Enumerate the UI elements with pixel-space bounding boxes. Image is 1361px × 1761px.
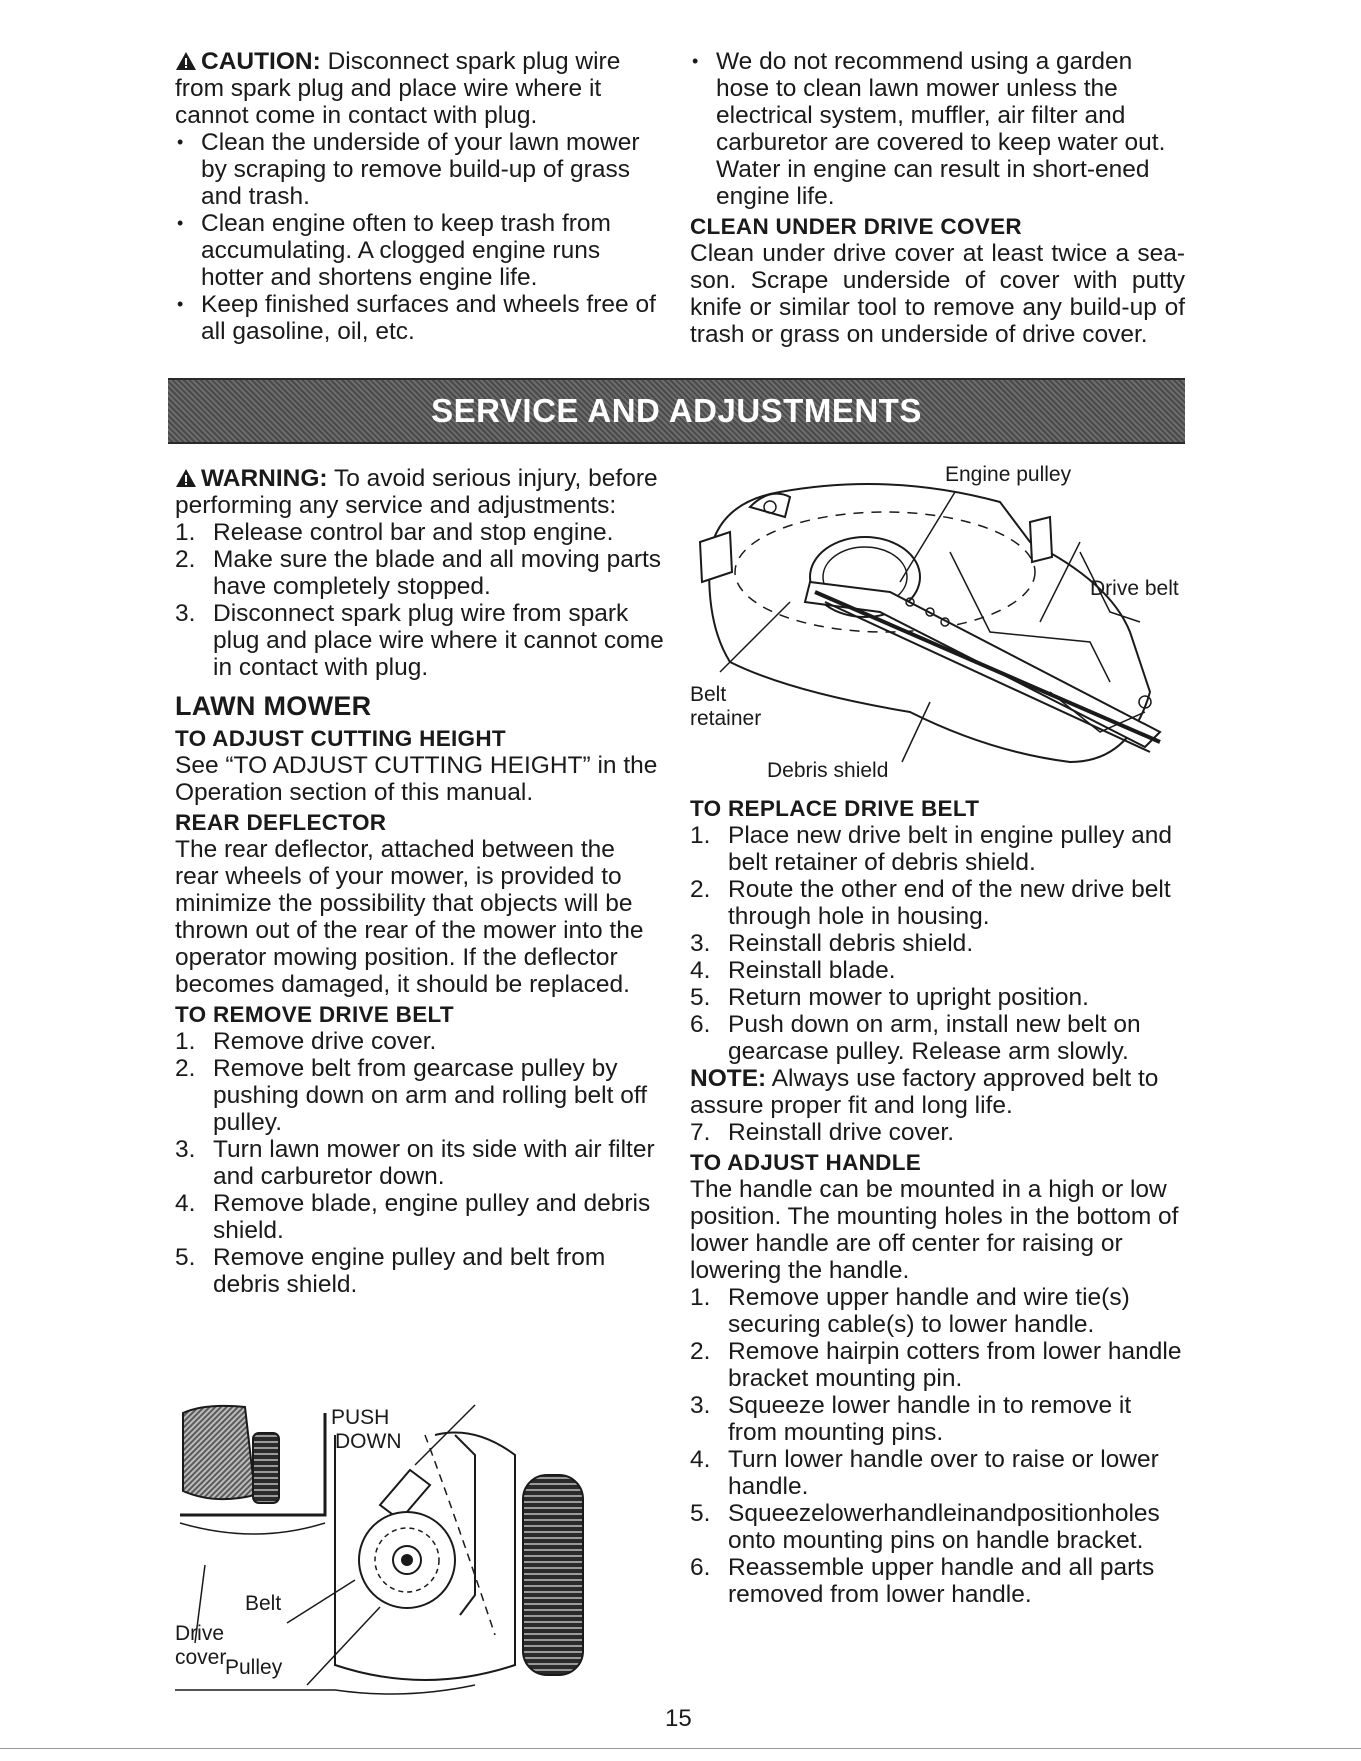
list-item (175, 546, 665, 600)
figure-label-debris-shield: Debris shield (767, 759, 889, 782)
remove-drive-belt-heading: TO REMOVE DRIVE BELT (175, 1002, 454, 1027)
list-item (175, 1055, 665, 1136)
step-number: 3. (175, 600, 196, 627)
step-number: 4. (690, 1446, 711, 1473)
section-banner (168, 378, 1185, 444)
step-number: 5. (175, 1244, 196, 1271)
step-number: 2. (690, 876, 711, 903)
bottom-rule (0, 1748, 1361, 1749)
note-label: NOTE: (690, 1065, 767, 1092)
step-text: Push down on arm, install new belt on gearcase pulley. Release arm slowly. (728, 1011, 1141, 1065)
warning-triangle-icon (175, 468, 197, 488)
step-number: 4. (175, 1190, 196, 1217)
step-text: Reinstall drive cover. (728, 1119, 955, 1146)
list-item (690, 1446, 1185, 1500)
caution-triangle-icon (175, 51, 197, 71)
figure-label-drive-belt: Drive belt (1090, 577, 1179, 600)
figure-label-pulley: Pulley (225, 1656, 283, 1679)
step-number: 1. (175, 1028, 196, 1055)
warning-paragraph (175, 465, 665, 519)
step-text: Remove engine pulley and belt from debris shield. (213, 1244, 606, 1298)
step-text: Reassemble upper handle and all parts removed from lower handle. (728, 1554, 1155, 1608)
figure-label-drive: Drive (175, 1622, 225, 1645)
list-item (690, 1284, 1185, 1338)
step-number: 7. (690, 1119, 711, 1146)
figure-label-belt-retainer-2: retainer (690, 707, 762, 730)
step-text: Turn lower handle over to raise or lower handle. (728, 1446, 1159, 1500)
replace-drive-belt-heading: TO REPLACE DRIVE BELT (690, 796, 980, 821)
step-number: 1. (690, 822, 711, 849)
debris-shield-figure (690, 462, 1190, 782)
page-number: 15 (665, 1705, 692, 1732)
list-item (690, 1011, 1185, 1065)
step-number: 1. (690, 1284, 711, 1311)
step-text: Disconnect spark plug wire from spark plug and place wire where it cannot come in contact with plug. (213, 600, 664, 681)
figure-label-belt: Belt (245, 1592, 282, 1615)
list-item: • Keep finished surfaces and wheels free of all gasoline, oil, etc. (175, 291, 663, 345)
list-item (175, 1028, 665, 1055)
left-column (175, 465, 665, 1298)
top-left-column (175, 48, 663, 345)
list-item: • We do not recommend using a garden hose to clean lawn mower unless the electrical system, muffler, air filter and carburetor are covered to keep water out. Water in engine can result in short-ened engine life. (690, 48, 1185, 210)
gearcase-pulley-illustration (175, 1395, 655, 1695)
warning-text: To avoid serious injury, before performing any service and adjustments: (175, 465, 658, 519)
step-text: Return mower to upright position. (728, 984, 1089, 1011)
step-text: Reinstall blade. (728, 957, 896, 984)
list-item: • Clean the underside of your lawn mower by scraping to remove build-up of grass and trash. (175, 129, 663, 210)
step-text: Remove drive cover. (213, 1028, 437, 1055)
adjust-handle-text: The handle can be mounted in a high or low position. The mounting holes in the bottom of lower handle are off center for raising or lowering the handle. (690, 1176, 1179, 1284)
clean-under-drive-cover-heading: CLEAN UNDER DRIVE COVER (690, 214, 1022, 239)
note-text: Always use factory approved belt to assure proper fit and long life. (690, 1065, 1159, 1119)
figure-label-belt-retainer-1: Belt (690, 683, 727, 706)
caution-text: Disconnect spark plug wire from spark plug and place wire where it cannot come in contact with plug. (175, 48, 621, 129)
note-paragraph (690, 1065, 1185, 1119)
list-item (690, 876, 1185, 930)
step-number: 2. (690, 1338, 711, 1365)
list-item (690, 1392, 1185, 1446)
step-text: Turn lawn mower on its side with air filter and carburetor down. (213, 1136, 655, 1190)
debris-shield-illustration (690, 462, 1190, 782)
rear-deflector-text: The rear deflector, attached between the rear wheels of your mower, is provided to minimize the possibility that objects will be thrown out of the rear of the mower into the operator mowing position. If the deflector becomes damaged, it should be replaced. (175, 836, 644, 998)
caution-label: CAUTION: (201, 48, 321, 75)
right-column (690, 792, 1185, 1608)
step-number: 3. (690, 930, 711, 957)
step-text: Release control bar and stop engine. (213, 519, 614, 546)
list-item (175, 1244, 665, 1298)
figure-label-push: PUSH (331, 1406, 390, 1429)
step-text: Remove belt from gearcase pulley by pushing down on arm and rolling belt off pulley. (213, 1055, 648, 1136)
step-text: Route the other end of the new drive belt through hole in housing. (728, 876, 1171, 930)
step-text: Squeeze lower handle in to remove it from mounting pins. (728, 1392, 1132, 1446)
step-number: 6. (690, 1554, 711, 1581)
top-right-column (690, 48, 1185, 348)
step-number: 2. (175, 546, 196, 573)
list-item (175, 600, 665, 681)
list-item (690, 822, 1185, 876)
step-number: 4. (690, 957, 711, 984)
step-number: 5. (690, 984, 711, 1011)
warning-label: WARNING: (201, 465, 328, 492)
list-item (690, 1338, 1185, 1392)
lawn-mower-heading: LAWN MOWER (175, 691, 372, 721)
list-item (175, 1136, 665, 1190)
cutting-height-text: See “TO ADJUST CUTTING HEIGHT” in the Operation section of this manual. (175, 752, 658, 806)
list-item (690, 930, 1185, 957)
list-item (690, 984, 1185, 1011)
list-item (690, 1554, 1185, 1608)
clean-under-drive-cover-text: Clean under drive cover at least twice a sea-son. Scrape underside of cover with putty knife or similar tool to remove any build-up of trash or grass on underside of drive cover. (690, 240, 1185, 348)
figure-label-cover: cover (175, 1646, 227, 1669)
step-number: 3. (690, 1392, 711, 1419)
step-number: 3. (175, 1136, 196, 1163)
step-number: 1. (175, 519, 196, 546)
figure-label-down: DOWN (335, 1430, 402, 1453)
section-banner-title: SERVICE AND ADJUSTMENTS (431, 392, 922, 429)
step-number: 5. (690, 1500, 711, 1527)
caution-paragraph (175, 48, 663, 129)
step-number: 2. (175, 1055, 196, 1082)
step-text: Remove hairpin cotters from lower handle bracket mounting pin. (728, 1338, 1182, 1392)
list-item: • Clean engine often to keep trash from accumulating. A clogged engine runs hotter and shortens engine life. (175, 210, 663, 291)
list-item (690, 957, 1185, 984)
gearcase-pulley-figure (175, 1395, 655, 1695)
list-item (690, 1119, 1185, 1146)
list-item (175, 519, 665, 546)
step-text: Make sure the blade and all moving parts have completely stopped. (213, 546, 662, 600)
step-text: Remove upper handle and wire tie(s) securing cable(s) to lower handle. (728, 1284, 1130, 1338)
step-number: 6. (690, 1011, 711, 1038)
step-text: Place new drive belt in engine pulley and belt retainer of debris shield. (728, 822, 1173, 876)
list-item (690, 1500, 1185, 1554)
cutting-height-heading: TO ADJUST CUTTING HEIGHT (175, 726, 506, 751)
step-text: Reinstall debris shield. (728, 930, 974, 957)
figure-label-engine-pulley: Engine pulley (945, 463, 1072, 486)
step-text: Squeezelowerhandleinandpositionholes onto mounting pins on handle bracket. (728, 1500, 1160, 1554)
adjust-handle-heading: TO ADJUST HANDLE (690, 1150, 922, 1175)
list-item (175, 1190, 665, 1244)
rear-deflector-heading: REAR DEFLECTOR (175, 810, 387, 835)
step-text: Remove blade, engine pulley and debris shield. (213, 1190, 651, 1244)
